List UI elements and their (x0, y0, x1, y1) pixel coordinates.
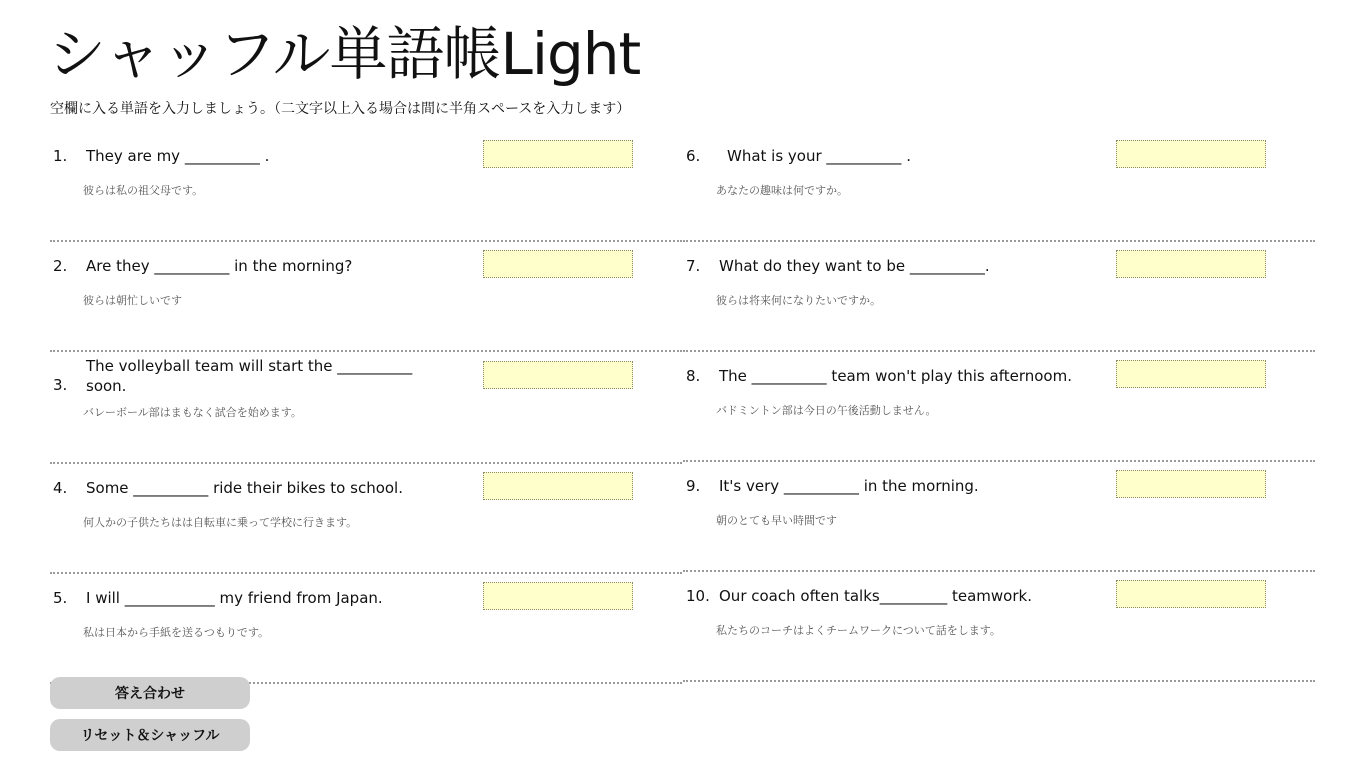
question-number: 7. (686, 257, 701, 275)
question-item-9 (683, 462, 1315, 572)
question-hint: バドミントン部は今日の午後活動しません。 (716, 404, 937, 417)
question-item-3 (50, 352, 682, 464)
reset-shuffle-button[interactable]: リセット＆シャッフル (50, 719, 250, 751)
instructions: 空欄に入る単語を入力しましょう。（二文字以上入る場合は間に半角スペースを入力します） (50, 101, 631, 117)
question-hint: バレーボール部はまもなく試合を始めます。 (83, 406, 302, 419)
question-text: It's very __________ in the morning. (719, 477, 979, 495)
question-item-8 (683, 352, 1315, 462)
question-hint: 彼らは私の祖父母です。 (83, 184, 204, 197)
question-number: 6. (686, 147, 701, 165)
answer-input-9[interactable] (1116, 470, 1266, 498)
check-answers-button[interactable]: 答え合わせ (50, 677, 250, 709)
question-number: 4. (53, 479, 68, 497)
question-hint: 彼らは朝忙しいです (83, 294, 182, 307)
question-text: Our coach often talks_________ teamwork. (719, 587, 1032, 605)
question-number: 5. (53, 589, 68, 607)
question-hint: 私は日本から手紙を送るつもりです。 (83, 626, 270, 639)
question-hint: あなたの趣味は何ですか。 (716, 184, 848, 197)
answer-input-5[interactable] (483, 582, 633, 610)
question-number: 9. (686, 477, 701, 495)
question-text: The __________ team won't play this afternoom. (719, 367, 1072, 385)
question-item-1 (50, 132, 682, 242)
answer-input-6[interactable] (1116, 140, 1266, 168)
question-text: They are my __________ . (86, 147, 270, 165)
answer-input-1[interactable] (483, 140, 633, 168)
answer-input-10[interactable] (1116, 580, 1266, 608)
question-hint: 私たちのコーチはよくチームワークについて話をします。 (716, 624, 1001, 637)
question-hint: 何人かの子供たちはは自転車に乗って学校に行きます。 (83, 516, 358, 529)
answer-input-4[interactable] (483, 472, 633, 500)
question-text: I will ____________ my friend from Japan. (86, 589, 383, 607)
question-column-right (683, 132, 1315, 682)
question-item-6 (683, 132, 1315, 242)
question-number: 3. (53, 376, 68, 394)
question-number: 10. (686, 587, 710, 605)
question-number: 2. (53, 257, 68, 275)
question-item-7 (683, 242, 1315, 352)
question-item-5 (50, 574, 682, 684)
answer-input-8[interactable] (1116, 360, 1266, 388)
question-text: Some __________ ride their bikes to school. (86, 479, 403, 497)
question-item-10 (683, 572, 1315, 682)
question-item-4 (50, 464, 682, 574)
question-column-left (50, 132, 682, 684)
app-title: シャッフル単語帳Light (48, 20, 641, 88)
question-number: 8. (686, 367, 701, 385)
question-hint: 彼らは将来何になりたいですか。 (716, 294, 881, 307)
question-number: 1. (53, 147, 68, 165)
answer-input-3[interactable] (483, 361, 633, 389)
question-hint: 朝のとても早い時間です (716, 514, 837, 527)
answer-input-2[interactable] (483, 250, 633, 278)
question-text: Are they __________ in the morning? (86, 257, 353, 275)
answer-input-7[interactable] (1116, 250, 1266, 278)
question-text: What do they want to be __________. (719, 257, 990, 275)
question-text: What is your __________ . (727, 147, 911, 165)
question-text: The volleyball team will start the __________ soon. (86, 357, 413, 395)
question-item-2 (50, 242, 682, 352)
